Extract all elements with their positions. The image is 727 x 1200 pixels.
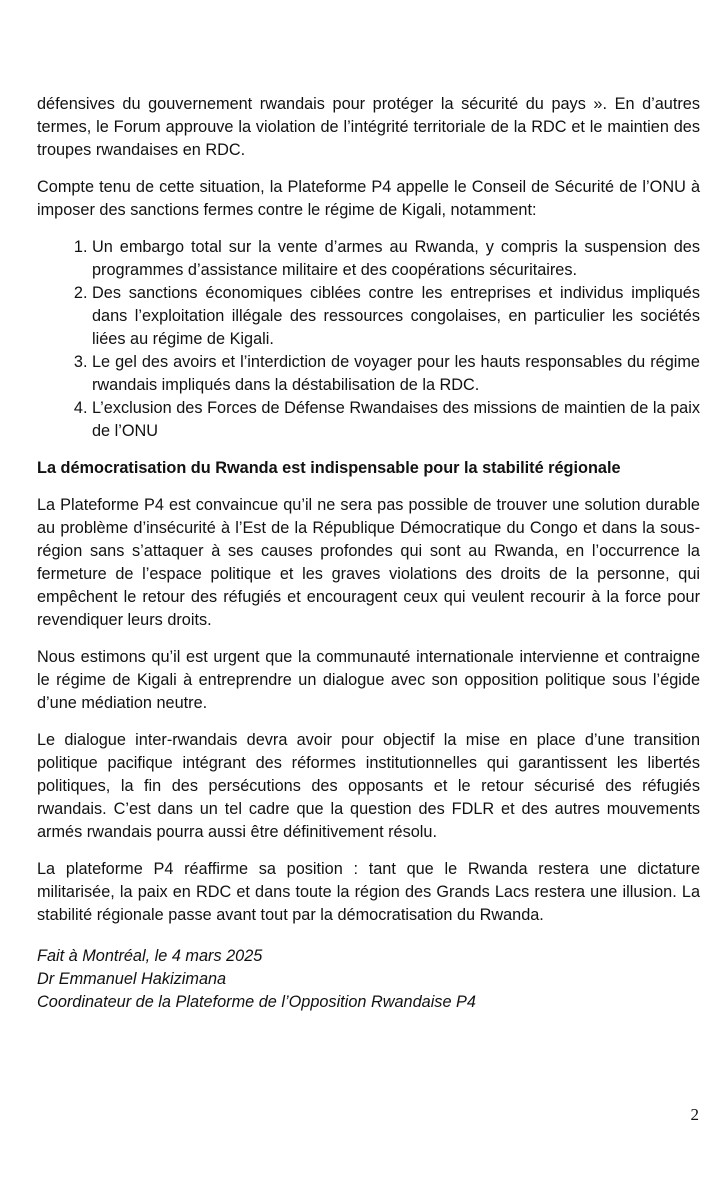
intro-paragraph: défensives du gouvernement rwandais pour protéger la sécurité du pays ». En d’autres termes, le Forum approuve la violation de l’intégrité territoriale de la RDC et le maintien des troupes rwandaises en RDC. — [37, 95, 700, 159]
body-paragraph: La plateforme P4 réaffirme sa position : tant que le Rwanda restera une dictature militarisée, la paix en RDC et dans toute la région des Grands Lacs restera une illusion. La stabilité régionale passe avant tout par la démocratisation du Rwanda. — [37, 860, 700, 924]
body-paragraph: La Plateforme P4 est convaincue qu’il ne sera pas possible de trouver une solution durable au problème d’insécurité à l’Est de la République Démocratique du Congo et dans la sous-région sans s’attaquer à ses causes profondes qui sont au Rwanda, en l’occurrence la fermeture de l’espace politique et les graves violations des droits de la personne, qui empêchent le retour des réfugiés et encouragent ceux qui veulent recourir à la force pour revendiquer leurs droits. — [37, 496, 700, 629]
body-paragraph: Le dialogue inter-rwandais devra avoir pour objectif la mise en place d’une transition politique pacifique intégrant des réformes institutionnelles qui garantissent les libertés politiques, la fin des persécutions des opposants et le retour sécurisé des réfugiés rwandais. C’est dans un tel cadre que la question des FDLR et des autres mouvements armés rwandais pourra aussi être définitivement résolu. — [37, 731, 700, 841]
list-item: 3. Le gel des avoirs et l’interdiction de voyager pour les hauts responsables du régime rwandais impliqués dans la déstabilisation de la RDC. — [92, 351, 700, 397]
sanctions-list — [37, 236, 700, 443]
list-item: 1. Un embargo total sur la vente d’armes au Rwanda, y compris la suspension des programmes d’assistance militaire et des coopérations sécuritaires. — [92, 236, 700, 282]
sanctions-intro-paragraph: Compte tenu de cette situation, la Plateforme P4 appelle le Conseil de Sécurité de l’ONU à imposer des sanctions fermes contre le régime de Kigali, notamment: — [37, 178, 700, 219]
section-heading: La démocratisation du Rwanda est indispensable pour la stabilité régionale — [37, 459, 621, 477]
document-page — [37, 93, 700, 1014]
signature-name: Dr Emmanuel Hakizimana — [37, 970, 227, 988]
list-item: 4. L’exclusion des Forces de Défense Rwandaises des missions de maintien de la paix de l’ONU — [92, 397, 700, 443]
signature-block — [37, 945, 700, 1014]
list-item: 2. Des sanctions économiques ciblées contre les entreprises et individus impliqués dans l’exploitation illégale des ressources congolaises, en particulier les sociétés liées au régime de Kigali. — [92, 282, 700, 351]
signature-place-date: Fait à Montréal, le 4 mars 2025 — [37, 947, 263, 965]
signature-title: Coordinateur de la Plateforme de l’Opposition Rwandaise P4 — [37, 993, 476, 1011]
page-number: 2 — [690, 1105, 699, 1124]
body-paragraph: Nous estimons qu’il est urgent que la communauté internationale intervienne et contraigne le régime de Kigali à entreprendre un dialogue avec son opposition politique sous l’égide d’une médiation neutre. — [37, 648, 700, 712]
